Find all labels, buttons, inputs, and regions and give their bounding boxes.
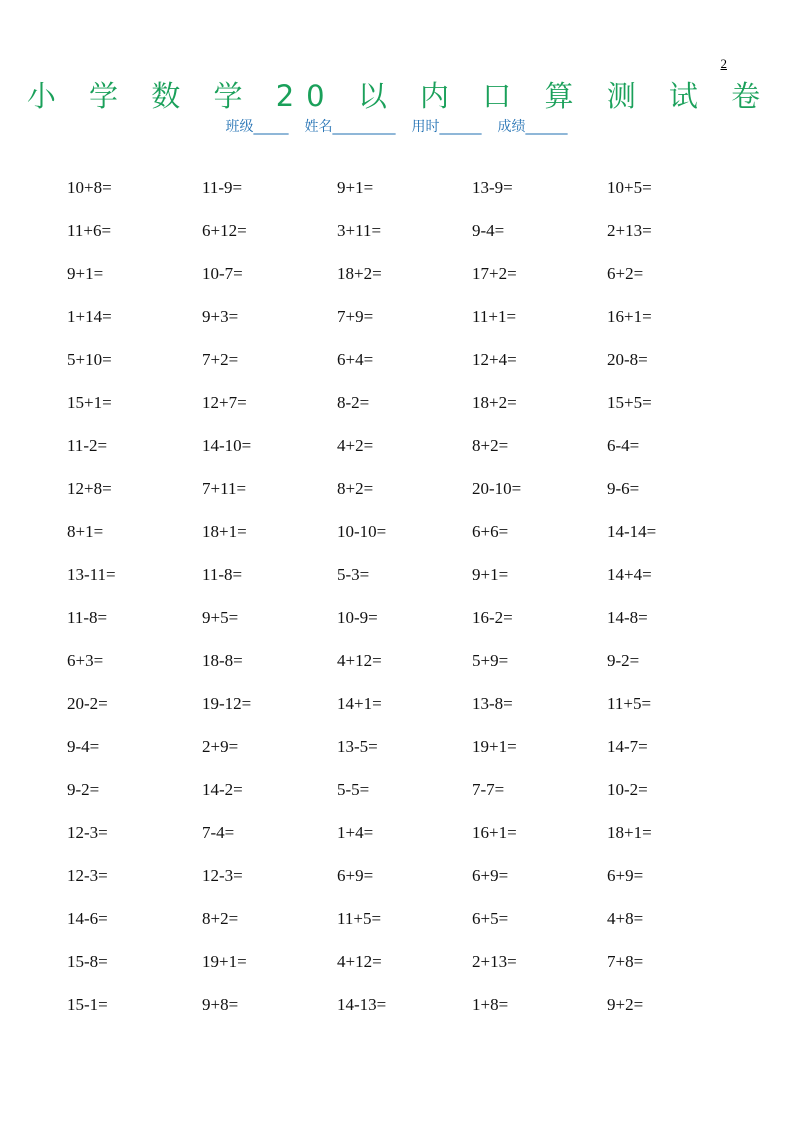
arithmetic-problem: 11+5= — [337, 908, 382, 928]
arithmetic-problem: 13-11= — [67, 564, 116, 584]
arithmetic-problem: 7-7= — [472, 779, 505, 799]
arithmetic-problem: 6+6= — [472, 521, 509, 541]
arithmetic-problem: 1+14= — [67, 306, 112, 326]
arithmetic-problem: 10+8= — [67, 177, 112, 197]
arithmetic-problem: 16+1= — [607, 306, 652, 326]
arithmetic-problem: 9-2= — [67, 779, 100, 799]
arithmetic-problem: 18+2= — [337, 263, 382, 283]
arithmetic-problem: 9+1= — [337, 177, 374, 197]
arithmetic-problem: 13-8= — [472, 693, 513, 713]
arithmetic-problem: 11+5= — [607, 693, 652, 713]
arithmetic-problem: 6+9= — [337, 865, 374, 885]
arithmetic-problem: 17+2= — [472, 263, 517, 283]
arithmetic-problem: 9+1= — [67, 263, 104, 283]
problem-row — [67, 639, 747, 682]
problem-row — [67, 338, 747, 381]
arithmetic-problem: 6+4= — [337, 349, 374, 369]
arithmetic-problem: 20-8= — [607, 349, 648, 369]
arithmetic-problem: 14-2= — [202, 779, 243, 799]
arithmetic-problem: 6+2= — [607, 263, 644, 283]
problem-row — [67, 940, 747, 983]
arithmetic-problem: 2+9= — [202, 736, 239, 756]
arithmetic-problem: 6+9= — [607, 865, 644, 885]
arithmetic-problem: 11-9= — [202, 177, 243, 197]
problem-row — [67, 897, 747, 940]
time-field: 用时______ — [411, 119, 482, 135]
arithmetic-problem: 9-4= — [67, 736, 100, 756]
arithmetic-problem: 14+1= — [337, 693, 382, 713]
problem-row — [67, 424, 747, 467]
arithmetic-problem: 15-1= — [67, 994, 108, 1014]
arithmetic-problem: 6+3= — [67, 650, 104, 670]
arithmetic-problem: 14-8= — [607, 607, 648, 627]
problem-row — [67, 209, 747, 252]
arithmetic-problem: 10-9= — [337, 607, 378, 627]
problem-row — [67, 252, 747, 295]
arithmetic-problem: 11-2= — [67, 435, 108, 455]
class-field: 班级_____ — [225, 119, 289, 135]
arithmetic-problem: 10-10= — [337, 521, 387, 541]
arithmetic-problem: 6+5= — [472, 908, 509, 928]
arithmetic-problem: 18-8= — [202, 650, 243, 670]
problem-row — [67, 768, 747, 811]
arithmetic-problem: 4+12= — [337, 951, 382, 971]
page-number: 2 — [720, 56, 727, 71]
arithmetic-problem: 5-3= — [337, 564, 370, 584]
arithmetic-problem: 15-8= — [67, 951, 108, 971]
arithmetic-problem: 5-5= — [337, 779, 370, 799]
arithmetic-problem: 14-14= — [607, 521, 657, 541]
arithmetic-problem: 2+13= — [607, 220, 652, 240]
arithmetic-problem: 16+1= — [472, 822, 517, 842]
arithmetic-problem: 5+10= — [67, 349, 112, 369]
arithmetic-problem: 8-2= — [337, 392, 370, 412]
problem-grid — [67, 166, 747, 1026]
arithmetic-problem: 9+5= — [202, 607, 239, 627]
arithmetic-problem: 8+2= — [472, 435, 509, 455]
problem-row — [67, 295, 747, 338]
arithmetic-problem: 9+2= — [607, 994, 644, 1014]
arithmetic-problem: 12-3= — [202, 865, 243, 885]
arithmetic-problem: 6+12= — [202, 220, 247, 240]
arithmetic-problem: 11-8= — [202, 564, 243, 584]
problem-row — [67, 166, 747, 209]
arithmetic-problem: 3+11= — [337, 220, 382, 240]
arithmetic-problem: 10-2= — [607, 779, 648, 799]
problem-row — [67, 596, 747, 639]
arithmetic-problem: 14-13= — [337, 994, 387, 1014]
arithmetic-problem: 12-3= — [67, 822, 108, 842]
arithmetic-problem: 4+2= — [337, 435, 374, 455]
problem-row — [67, 854, 747, 897]
arithmetic-problem: 15+1= — [67, 392, 112, 412]
arithmetic-problem: 15+5= — [607, 392, 652, 412]
arithmetic-problem: 7+8= — [607, 951, 644, 971]
page-title: 小 学 数 学 20 以 内 口 算 测 试 卷 — [26, 79, 773, 113]
arithmetic-problem: 14+4= — [607, 564, 652, 584]
arithmetic-problem: 12-3= — [67, 865, 108, 885]
arithmetic-problem: 14-7= — [607, 736, 648, 756]
arithmetic-problem: 18+1= — [202, 521, 247, 541]
arithmetic-problem: 9+3= — [202, 306, 239, 326]
problem-row — [67, 811, 747, 854]
arithmetic-problem: 12+8= — [67, 478, 112, 498]
arithmetic-problem: 19-12= — [202, 693, 252, 713]
arithmetic-problem: 14-10= — [202, 435, 252, 455]
problem-row — [67, 381, 747, 424]
arithmetic-problem: 9-4= — [472, 220, 505, 240]
arithmetic-problem: 16-2= — [472, 607, 513, 627]
arithmetic-problem: 6-4= — [607, 435, 640, 455]
problem-row — [67, 682, 747, 725]
problem-row — [67, 467, 747, 510]
arithmetic-problem: 9+1= — [472, 564, 509, 584]
arithmetic-problem: 4+8= — [607, 908, 644, 928]
arithmetic-problem: 6+9= — [472, 865, 509, 885]
arithmetic-problem: 20-2= — [67, 693, 108, 713]
student-info-line — [0, 116, 793, 136]
arithmetic-problem: 19+1= — [202, 951, 247, 971]
problem-row — [67, 510, 747, 553]
arithmetic-problem: 8+2= — [337, 478, 374, 498]
arithmetic-problem: 14-6= — [67, 908, 108, 928]
arithmetic-problem: 10-7= — [202, 263, 243, 283]
arithmetic-problem: 7+9= — [337, 306, 374, 326]
arithmetic-problem: 11+1= — [472, 306, 517, 326]
problem-row — [67, 983, 747, 1026]
arithmetic-problem: 4+12= — [337, 650, 382, 670]
arithmetic-problem: 9-6= — [607, 478, 640, 498]
arithmetic-problem: 12+7= — [202, 392, 247, 412]
problem-row — [67, 553, 747, 596]
arithmetic-problem: 1+4= — [337, 822, 374, 842]
arithmetic-problem: 7-4= — [202, 822, 235, 842]
problem-row — [67, 725, 747, 768]
arithmetic-problem: 7+2= — [202, 349, 239, 369]
name-field: 姓名_________ — [304, 119, 396, 135]
arithmetic-problem: 2+13= — [472, 951, 517, 971]
arithmetic-problem: 9+8= — [202, 994, 239, 1014]
arithmetic-problem: 13-9= — [472, 177, 513, 197]
arithmetic-problem: 20-10= — [472, 478, 522, 498]
arithmetic-problem: 18+2= — [472, 392, 517, 412]
arithmetic-problem: 9-2= — [607, 650, 640, 670]
arithmetic-problem: 18+1= — [607, 822, 652, 842]
arithmetic-problem: 12+4= — [472, 349, 517, 369]
arithmetic-problem: 19+1= — [472, 736, 517, 756]
arithmetic-problem: 13-5= — [337, 736, 378, 756]
arithmetic-problem: 8+2= — [202, 908, 239, 928]
arithmetic-problem: 11+6= — [67, 220, 112, 240]
arithmetic-problem: 5+9= — [472, 650, 509, 670]
arithmetic-problem: 11-8= — [67, 607, 108, 627]
arithmetic-problem: 10+5= — [607, 177, 652, 197]
arithmetic-problem: 7+11= — [202, 478, 247, 498]
arithmetic-problem: 8+1= — [67, 521, 104, 541]
arithmetic-problem: 1+8= — [472, 994, 509, 1014]
score-field: 成绩______ — [497, 119, 568, 135]
